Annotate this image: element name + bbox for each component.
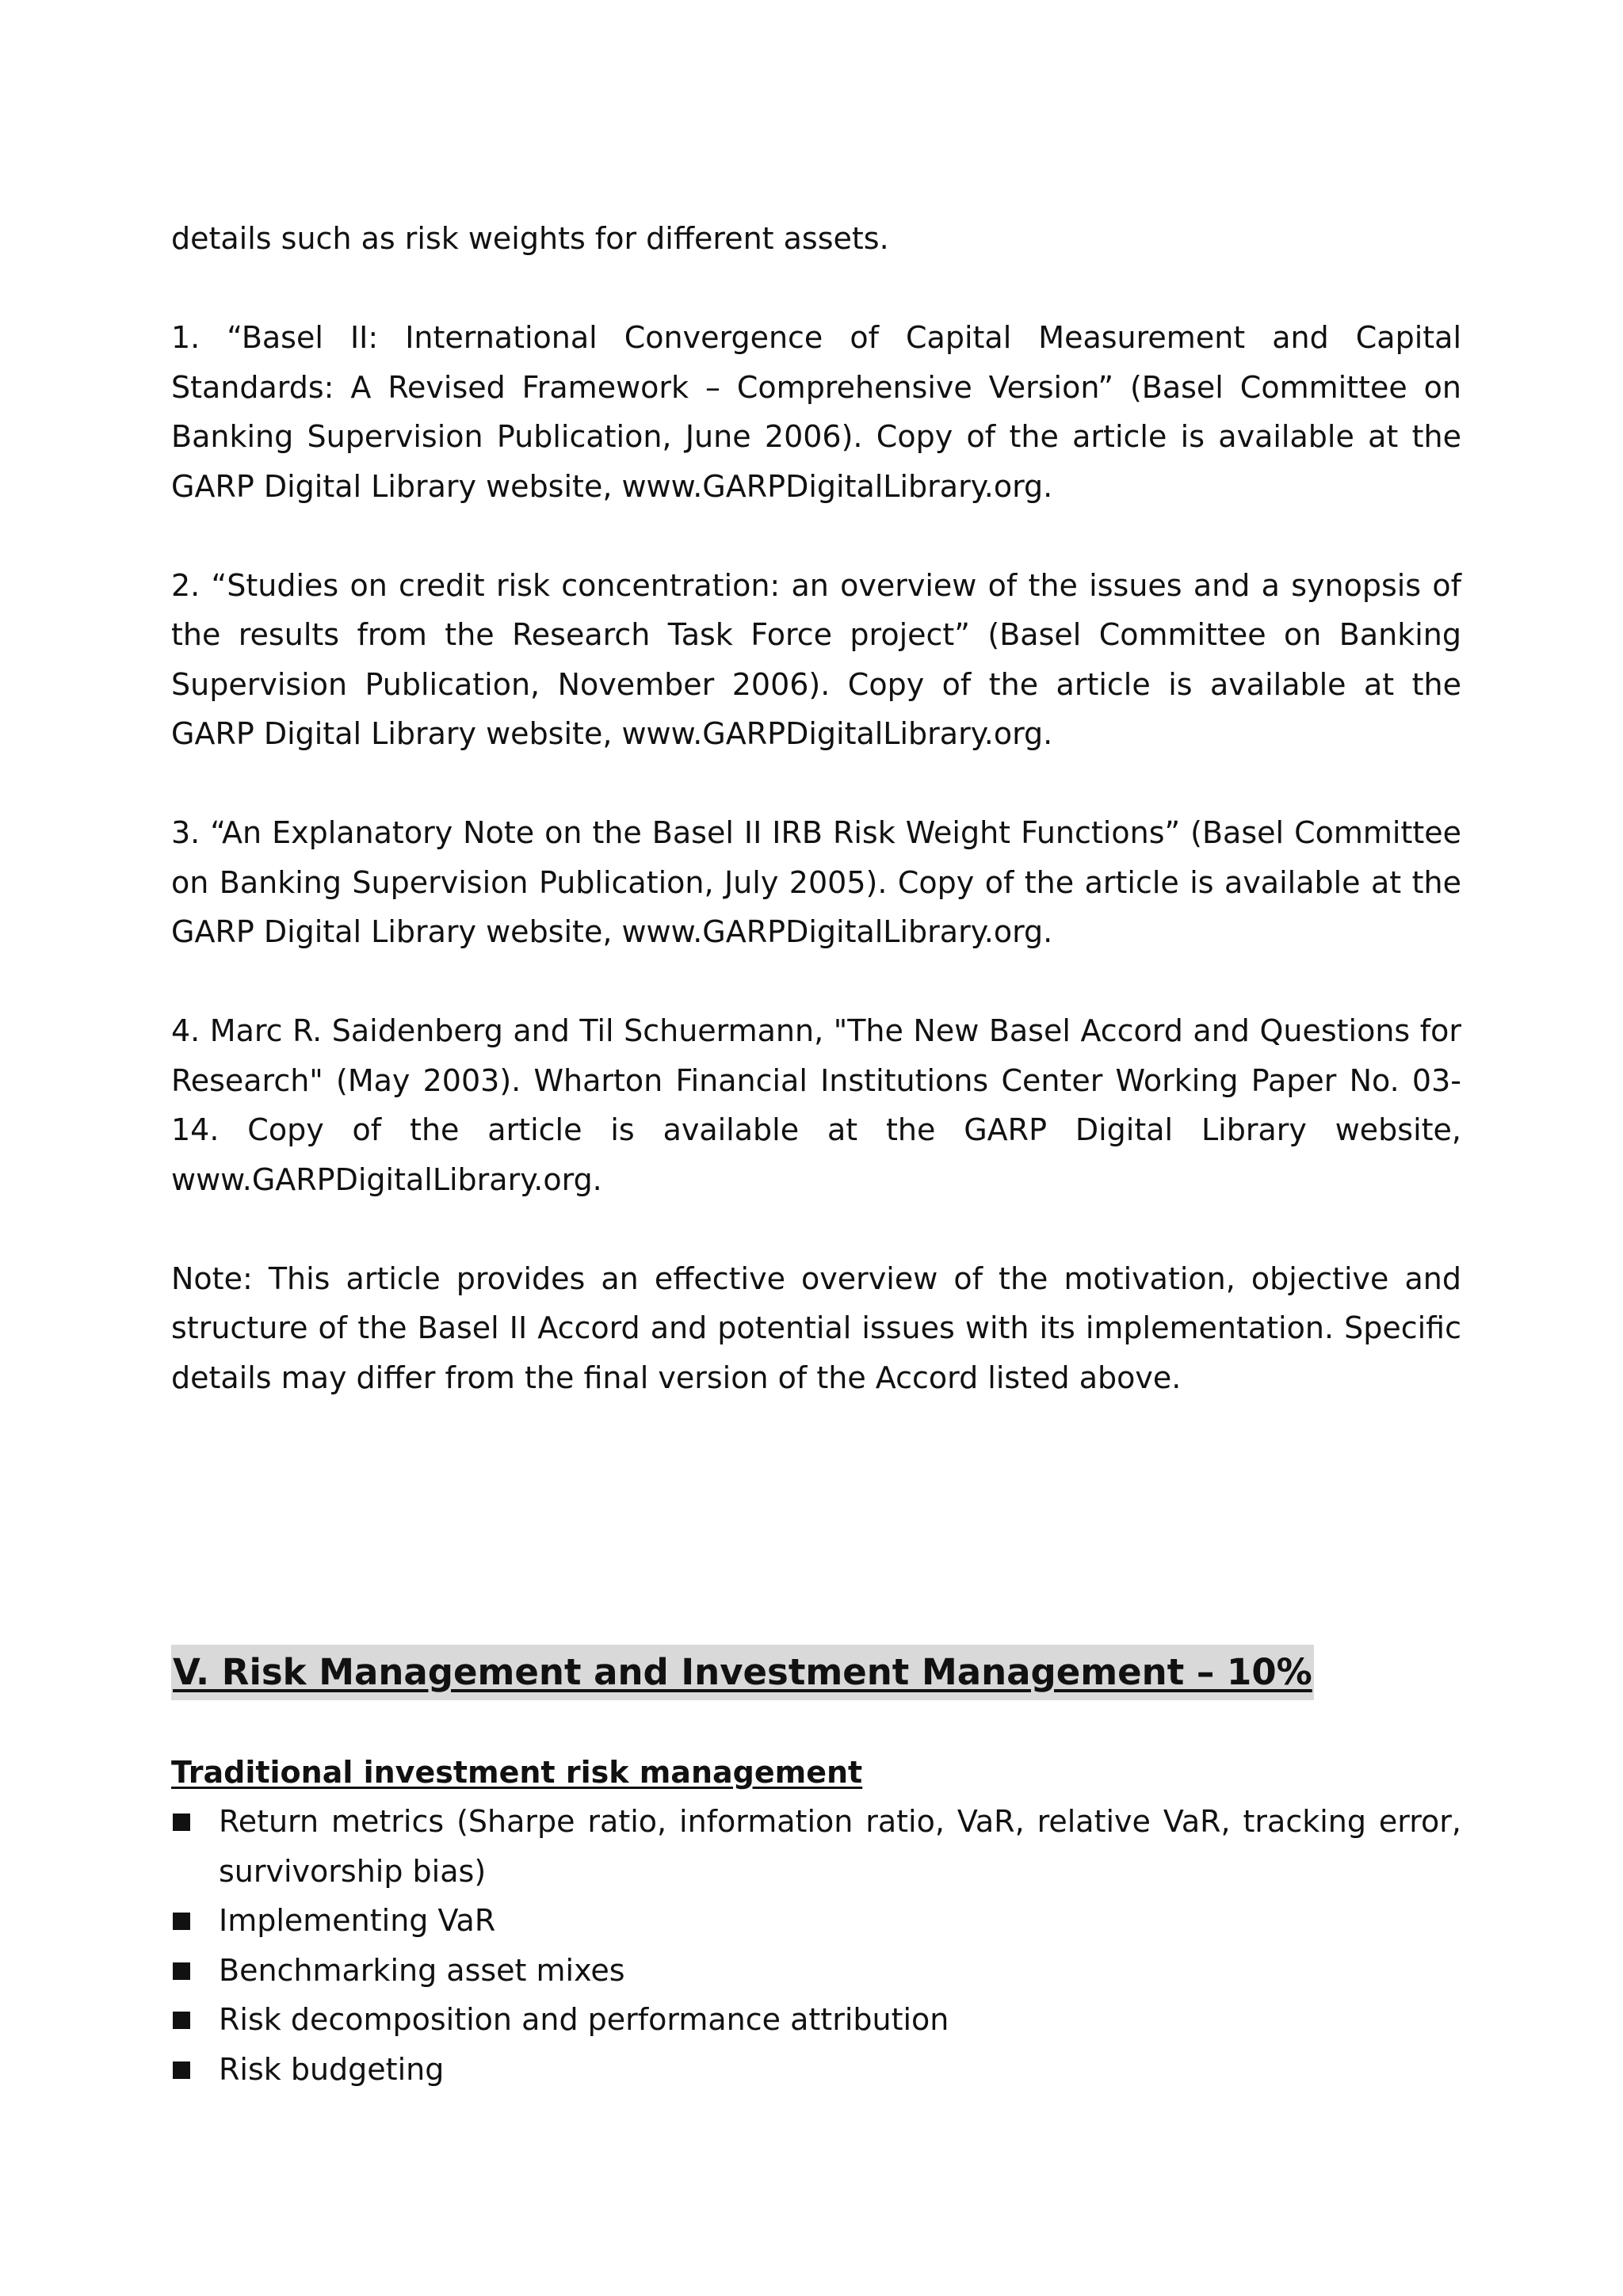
list-item <box>171 2045 1461 2095</box>
square-bullet-icon <box>173 1962 190 1980</box>
list-item-text: Implementing VaR <box>219 1903 496 1938</box>
list-item <box>171 1896 1461 1946</box>
list-item <box>171 1995 1461 2045</box>
list-item-text: Risk decomposition and performance attribution <box>219 2002 949 2037</box>
document-body <box>171 214 1461 1402</box>
reference-1: 1. “Basel II: International Convergence of Capital Measurement and Capital Standards: A Revised Framework – Comprehensive Version” (Basel Committee on Banking Supervision Publication, June 2006). Copy of the article is available at the GARP Digital Library website, www.GARPDigitalLibrary.org. <box>171 320 1461 504</box>
spacer <box>171 1204 1461 1254</box>
square-bullet-icon <box>173 1814 190 1831</box>
list-item-text: Return metrics (Sharpe ratio, information ratio, VaR, relative VaR, tracking error, survivorship bias) <box>219 1804 1461 1889</box>
spacer <box>171 264 1461 314</box>
spacer <box>171 957 1461 1007</box>
topic-list <box>171 1797 1461 2094</box>
list-item-text: Risk budgeting <box>219 2051 445 2087</box>
reference-2: 2. “Studies on credit risk concentration: an overview of the issues and a synopsis of the results from the Research Task Force project” (Basel Committee on Banking Supervision Publication, November 2006). Copy of the article is available at the GARP Digital Library website, www.GARPDigitalLibrary.org. <box>171 567 1461 751</box>
spacer <box>171 759 1461 809</box>
note-paragraph: Note: This article provides an effective overview of the motivation, objective and structure of the Basel II Accord and potential issues with its implementation. Specific details may differ from the final version of the Accord listed above. <box>171 1261 1461 1395</box>
list-item <box>171 1946 1461 1996</box>
list-item-text: Benchmarking asset mixes <box>219 1952 625 1988</box>
continuation-text: details such as risk weights for different assets. <box>171 221 889 256</box>
section-title: V. Risk Management and Investment Management – 10% <box>171 1645 1314 1700</box>
spacer <box>171 511 1461 561</box>
subsection-heading: Traditional investment risk management <box>171 1755 863 1790</box>
reference-3: 3. “An Explanatory Note on the Basel II IRB Risk Weight Functions” (Basel Committee on Banking Supervision Publication, July 2005). Copy of the article is available at the GARP Digital Library website, www.GARPDigitalLibrary.org. <box>171 815 1461 949</box>
square-bullet-icon <box>173 2012 190 2029</box>
square-bullet-icon <box>173 1913 190 1930</box>
reference-4-url: www.GARPDigitalLibrary.org. <box>171 1161 602 1197</box>
reference-4-main: 4. Marc R. Saidenberg and Til Schuermann, "The New Basel Accord and Questions for Research" (May 2003). Wharton Financial Institutions Center Working Paper No. 03-14. Copy of the article is available at the GARP Digital Library website, <box>171 1013 1461 1147</box>
square-bullet-icon <box>173 2061 190 2079</box>
list-item <box>171 1797 1461 1896</box>
